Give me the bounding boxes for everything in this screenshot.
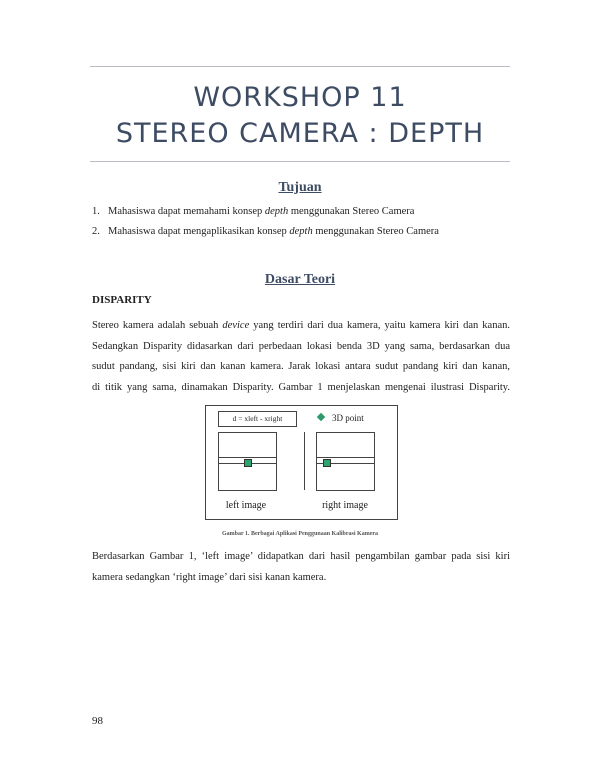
left-image-label: left image (225, 500, 267, 511)
disparity-paragraph (92, 316, 510, 398)
right-image-frame (316, 432, 375, 491)
tujuan-list (92, 202, 512, 242)
bottom-rule (90, 161, 510, 162)
3d-point-icon (317, 413, 325, 421)
right-image-label: right image (322, 500, 368, 511)
top-rule (90, 66, 510, 67)
paragraph-line: Sedangkan Disparity didasarkan dari perbedaan lokasi benda 3D yang sama, berdasarkan dua (92, 340, 510, 352)
tujuan-heading: Tujuan (278, 180, 322, 195)
paragraph-line: di titik yang sama, dinamakan Disparity. Gambar 1 menjelaskan mengenai ilustrasi Disparity. (92, 381, 510, 393)
page-title-line2: STEREO CAMERA : DEPTH (115, 118, 485, 149)
figure-divider (304, 432, 305, 490)
left-point-marker (244, 459, 252, 467)
list-item (92, 202, 512, 222)
left-image-frame (218, 432, 277, 491)
page-number: 98 (92, 715, 103, 727)
list-emphasis: depth (289, 226, 313, 237)
list-text: menggunakan Stereo Camera (312, 226, 439, 237)
paragraph-line (92, 316, 510, 337)
list-text: Mahasiswa dapat mengaplikasikan konsep (108, 226, 290, 237)
text: Stereo kamera adalah sebuah (92, 320, 223, 331)
disparity-formula: d = xleft - xright (218, 411, 297, 427)
list-number: 2. (92, 226, 100, 237)
explanation-paragraph (92, 547, 510, 588)
figure-caption: Gambar 1. Berbagai Aplikasi Penggunaan Kalibrasi Kamera (221, 531, 379, 537)
list-item (92, 222, 512, 242)
legend-label: 3D point (332, 413, 364, 423)
disparity-figure (205, 405, 398, 520)
paragraph-line: kamera sedangkan ‘right image’ dari sisi kanan kamera. (92, 571, 327, 583)
scanline (317, 457, 374, 458)
list-text: Mahasiswa dapat memahami konsep (108, 206, 265, 217)
page-title-line1: WORKSHOP 11 (193, 82, 407, 113)
right-point-marker (323, 459, 331, 467)
list-text: menggunakan Stereo Camera (288, 206, 415, 217)
disparity-subheading: DISPARITY (92, 294, 152, 306)
scanline (219, 457, 276, 458)
list-emphasis: depth (264, 206, 289, 217)
paragraph-line: sudut pandang, sisi kiri dan kanan kamera. Jarak lokasi antara sudut pandang kiri dan kanan, (92, 361, 510, 372)
text: yang terdiri dari dua kamera, yaitu kamera kiri dan kanan. (249, 320, 510, 331)
list-number: 1. (92, 206, 100, 217)
paragraph-line: Berdasarkan Gambar 1, ‘left image’ didapatkan dari hasil pengambilan gambar pada sisi kiri (92, 551, 510, 562)
emphasis: device (222, 320, 250, 331)
figure-legend (318, 411, 364, 425)
dasar-teori-heading: Dasar Teori (264, 272, 336, 287)
